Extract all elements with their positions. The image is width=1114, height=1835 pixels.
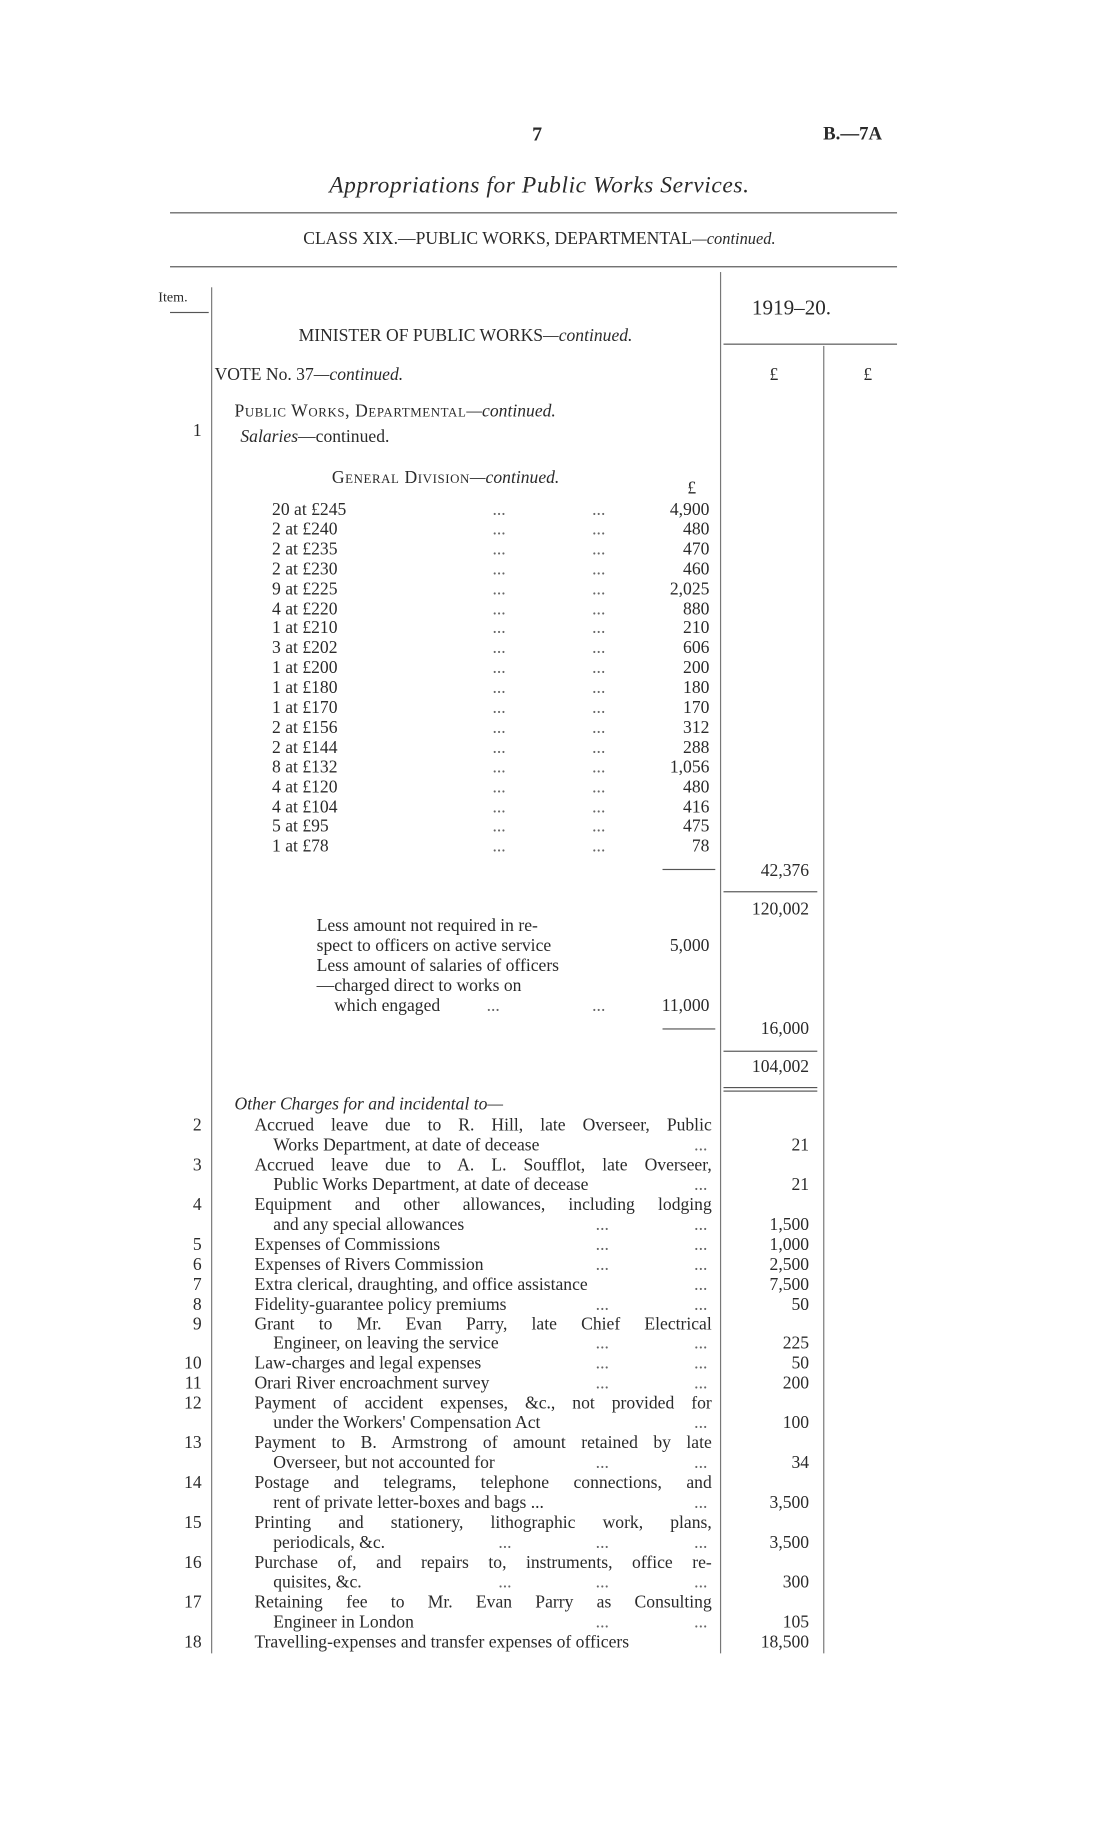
leader-dots: ... <box>492 817 506 837</box>
leader-dots: ... <box>592 500 606 520</box>
charge-line: Postage and telegrams, telephone connections, and <box>254 1474 712 1493</box>
column-rule <box>823 346 824 1653</box>
leader-dots: ... <box>694 1275 708 1295</box>
charge-line: Accrued leave due to A. L. Soufflot, late Overseer, <box>254 1156 712 1175</box>
leader-dots: ... <box>595 1255 609 1275</box>
charge-line: Expenses of Commissions <box>254 1235 441 1255</box>
leader-dots: ... <box>694 1334 708 1354</box>
currency-col1: £ <box>769 365 779 385</box>
salary-amount: 170 <box>683 698 710 718</box>
leader-dots: ... <box>592 659 606 678</box>
leader-dots: ... <box>492 540 506 560</box>
charge-line: Fidelity-guarantee policy premiums <box>254 1295 507 1314</box>
salaries-net: 104,002 <box>751 1057 810 1077</box>
charge-amount: 1,500 <box>769 1215 810 1235</box>
leader-dots: ... <box>694 1454 708 1473</box>
leader-dots: ... <box>592 996 606 1016</box>
charge-amount: 105 <box>782 1613 810 1632</box>
leader-dots: ... <box>595 1454 609 1473</box>
leader-dots: ... <box>694 1354 708 1374</box>
charge-line: Payment to B. Armstrong of amount retained by late <box>254 1434 712 1454</box>
leader-dots: ... <box>595 1354 609 1374</box>
salary-rate: 20 at £245 <box>272 500 347 520</box>
subdivision-heading <box>235 402 556 422</box>
year-header: 1919–20. <box>751 295 832 319</box>
salary-amount: 460 <box>683 560 710 579</box>
salaries-text: Salaries <box>240 427 299 447</box>
leader-dots: ... <box>595 1374 609 1394</box>
leader-dots: ... <box>492 718 506 738</box>
leader-dots: ... <box>492 778 506 797</box>
leader-dots: ... <box>592 599 606 619</box>
leader-dots: ... <box>592 758 606 778</box>
leader-dots: ... <box>492 599 506 619</box>
deduction-line: Less amount not required in re- <box>316 916 538 936</box>
salary-rate: 4 at £104 <box>272 797 338 817</box>
salary-rate: 4 at £120 <box>272 778 338 797</box>
leader-dots: ... <box>592 797 606 817</box>
salary-rate: 4 at £220 <box>272 599 338 619</box>
salaries-heading <box>240 428 389 448</box>
leader-dots: ... <box>595 1235 609 1255</box>
salary-amount: 4,900 <box>669 500 710 520</box>
leader-dots: ... <box>492 560 506 579</box>
leader-dots: ... <box>694 1414 708 1434</box>
charge-line: Grant to Mr. Evan Parry, late Chief Electrical <box>254 1315 712 1334</box>
leader-dots: ... <box>592 540 606 560</box>
salary-amount: 880 <box>683 599 710 619</box>
item-number: 9 <box>192 1315 202 1334</box>
minister-continued: —continued. <box>543 327 633 346</box>
leader-dots: ... <box>592 778 606 797</box>
item-number: 14 <box>184 1474 202 1493</box>
leader-dots: ... <box>492 639 506 659</box>
leader-dots: ... <box>694 1255 708 1275</box>
salary-amount: 78 <box>691 837 710 857</box>
salary-rate: 1 at £170 <box>272 698 338 718</box>
salary-rate: 2 at £156 <box>272 718 338 738</box>
charge-line: periodicals, &c. <box>273 1533 386 1553</box>
leader-dots: ... <box>694 1175 708 1195</box>
division-heading <box>332 469 559 489</box>
salary-amount: 480 <box>683 520 710 540</box>
salary-amount: 480 <box>683 778 710 797</box>
charge-line: Public Works Department, at date of decease <box>273 1175 589 1195</box>
other-charges-heading: Other Charges for and incidental to— <box>234 1095 504 1114</box>
leader-dots: ... <box>694 1533 708 1553</box>
item-number: 12 <box>184 1394 202 1414</box>
charge-amount: 21 <box>791 1175 810 1195</box>
leader-dots: ... <box>694 1235 708 1255</box>
salary-rate: 2 at £144 <box>272 738 338 758</box>
leader-dots: ... <box>492 797 506 817</box>
divider <box>170 312 209 313</box>
item-number: 17 <box>184 1593 202 1613</box>
salaries-gross: 120,002 <box>751 900 810 920</box>
item-column-header: Item. <box>158 288 188 305</box>
leader-dots: ... <box>592 837 606 857</box>
salary-amount: 1,056 <box>669 758 710 778</box>
leader-dots: ... <box>694 1136 708 1155</box>
item-number: 13 <box>184 1434 202 1454</box>
leader-dots: ... <box>486 996 500 1016</box>
item-number: 18 <box>184 1633 202 1652</box>
deduction-line: Less amount of salaries of officers <box>316 956 560 976</box>
deduction-line: spect to officers on active service <box>316 936 552 956</box>
salary-amount: 288 <box>683 738 710 758</box>
charge-line: Equipment and other allowances, including lodging <box>254 1195 712 1215</box>
charge-line: Extra clerical, draughting, and office assistance <box>254 1275 588 1295</box>
charge-amount: 225 <box>782 1334 810 1354</box>
divider <box>170 266 897 267</box>
deduction-line: —charged direct to works on <box>316 976 522 996</box>
charge-amount: 50 <box>791 1354 810 1374</box>
charge-amount: 2,500 <box>769 1255 810 1275</box>
subdivision-continued: —continued. <box>466 402 556 421</box>
charge-line: Expenses of Rivers Commission <box>254 1255 484 1275</box>
leader-dots: ... <box>592 698 606 718</box>
leader-dots: ... <box>694 1613 708 1632</box>
salary-rate: 2 at £240 <box>272 520 338 540</box>
charge-line: Purchase of, and repairs to, instruments, office re- <box>254 1553 712 1573</box>
leader-dots: ... <box>492 619 506 639</box>
item-number: 4 <box>192 1195 202 1215</box>
leader-dots: ... <box>592 738 606 758</box>
charge-line: Printing and stationery, lithographic work, plans, <box>254 1513 712 1533</box>
deduction-total: 16,000 <box>760 1020 810 1039</box>
document-reference: B.—7A <box>823 124 883 145</box>
leader-dots: ... <box>694 1493 708 1513</box>
minister-text: MINISTER OF PUBLIC WORKS <box>298 327 544 346</box>
salary-rate: 2 at £230 <box>272 560 338 579</box>
currency-col2: £ <box>863 365 873 385</box>
leader-dots: ... <box>694 1215 708 1235</box>
item-number: 11 <box>184 1374 202 1394</box>
leader-dots: ... <box>492 520 506 540</box>
salary-rate: 1 at £180 <box>272 679 338 698</box>
leader-dots: ... <box>595 1215 609 1235</box>
charge-amount: 1,000 <box>769 1235 810 1255</box>
sum-rule <box>663 869 716 870</box>
charge-line: Works Department, at date of decease <box>273 1136 540 1155</box>
charge-amount: 50 <box>791 1295 810 1314</box>
leader-dots: ... <box>592 679 606 698</box>
leader-dots: ... <box>592 579 606 599</box>
salary-amount: 180 <box>683 679 710 698</box>
leader-dots: ... <box>694 1295 708 1314</box>
charge-line: Retaining fee to Mr. Evan Parry as Consulting <box>254 1593 712 1613</box>
salary-rate: 1 at £200 <box>272 659 338 678</box>
item-number: 10 <box>184 1354 202 1374</box>
item-number: 5 <box>192 1235 202 1255</box>
leader-dots: ... <box>492 837 506 857</box>
item-number: 2 <box>192 1116 202 1136</box>
vote-text: VOTE No. 37 <box>214 365 314 385</box>
page-number: 7 <box>532 123 543 146</box>
leader-dots: ... <box>595 1295 609 1314</box>
class-heading <box>303 230 775 250</box>
salary-amount: 470 <box>683 540 710 560</box>
subdivision-text: Public Works, Departmental <box>234 402 467 421</box>
salary-amount: 200 <box>683 659 710 678</box>
leader-dots: ... <box>595 1533 609 1553</box>
double-rule <box>723 1091 817 1092</box>
leader-dots: ... <box>694 1374 708 1394</box>
class-heading-text: CLASS XIX.—PUBLIC WORKS, DEPARTMENTAL <box>303 229 693 249</box>
salary-rate: 1 at £78 <box>272 837 329 857</box>
charge-line: Overseer, but not accounted for <box>273 1454 495 1473</box>
leader-dots: ... <box>492 500 506 520</box>
leader-dots: ... <box>595 1573 609 1593</box>
salary-amount: 606 <box>683 639 710 659</box>
leader-dots: ... <box>498 1533 512 1553</box>
leader-dots: ... <box>592 619 606 639</box>
salary-amount: 475 <box>683 817 710 837</box>
leader-dots: ... <box>492 698 506 718</box>
salary-rate: 2 at £235 <box>272 540 338 560</box>
item-number: 1 <box>192 422 202 441</box>
salaries-continued: —continued. <box>298 427 390 447</box>
leader-dots: ... <box>492 738 506 758</box>
charge-line: Accrued leave due to R. Hill, late Overseer, Public <box>254 1116 712 1136</box>
salary-amount: 312 <box>683 718 710 738</box>
leader-dots: ... <box>595 1334 609 1354</box>
column-rule <box>720 272 721 1653</box>
salary-rate: 5 at £95 <box>272 817 329 837</box>
leader-dots: ... <box>592 718 606 738</box>
item-number: 3 <box>192 1156 202 1175</box>
division-text: General Division <box>331 469 470 488</box>
item-number: 7 <box>192 1275 202 1295</box>
charge-line: rent of private letter-boxes and bags ... <box>273 1493 544 1513</box>
charge-line: Travelling-expenses and transfer expenses of officers <box>254 1633 630 1652</box>
divider <box>170 212 897 213</box>
salary-rate: 1 at £210 <box>272 619 338 639</box>
leader-dots: ... <box>492 659 506 678</box>
charge-amount: 3,500 <box>769 1533 810 1553</box>
charge-line: quisites, &c. <box>273 1573 362 1593</box>
deduction-amount: 11,000 <box>661 996 710 1016</box>
salary-rate: 3 at £202 <box>272 639 338 659</box>
item-number: 16 <box>184 1553 202 1573</box>
charge-amount: 200 <box>782 1374 810 1394</box>
charge-amount: 34 <box>791 1454 810 1473</box>
sum-rule <box>663 1028 716 1029</box>
salary-rate: 8 at £132 <box>272 758 338 778</box>
division-continued: —continued. <box>469 469 560 488</box>
charge-line: Engineer, on leaving the service <box>273 1334 499 1354</box>
general-division-total: 42,376 <box>760 861 810 881</box>
salary-rate: 9 at £225 <box>272 579 338 599</box>
deduction-amount: 5,000 <box>669 936 710 956</box>
charge-amount: 100 <box>782 1414 810 1434</box>
division-currency: £ <box>687 479 697 499</box>
leader-dots: ... <box>492 579 506 599</box>
charge-line: Engineer in London <box>273 1613 414 1632</box>
charge-line: and any special allowances <box>273 1215 465 1235</box>
sum-rule <box>723 1051 817 1052</box>
divider <box>723 344 897 345</box>
deduction-line: which engaged <box>334 996 441 1016</box>
item-number: 6 <box>192 1255 202 1275</box>
leader-dots: ... <box>592 817 606 837</box>
salary-amount: 2,025 <box>669 579 710 599</box>
leader-dots: ... <box>498 1573 512 1593</box>
leader-dots: ... <box>592 520 606 540</box>
charge-line: Orari River encroachment survey <box>254 1374 490 1394</box>
charge-line: under the Workers' Compensation Act <box>273 1414 541 1434</box>
leader-dots: ... <box>592 639 606 659</box>
vote-heading <box>215 366 404 386</box>
charge-amount: 300 <box>782 1573 810 1593</box>
leader-dots: ... <box>592 560 606 579</box>
leader-dots: ... <box>492 679 506 698</box>
sum-rule <box>723 891 817 892</box>
leader-dots: ... <box>492 758 506 778</box>
charge-amount: 7,500 <box>769 1275 810 1295</box>
salary-amount: 416 <box>683 797 710 817</box>
charge-line: Payment of accident expenses, &c., not provided for <box>254 1394 712 1414</box>
charge-line: Law-charges and legal expenses <box>254 1354 482 1374</box>
salary-amount: 210 <box>683 619 710 639</box>
leader-dots: ... <box>595 1613 609 1632</box>
page-title: Appropriations for Public Works Services. <box>329 172 750 199</box>
vote-continued: —continued. <box>313 365 404 385</box>
charge-amount: 3,500 <box>769 1493 810 1513</box>
leader-dots: ... <box>694 1573 708 1593</box>
class-heading-continued: —continued. <box>692 231 776 249</box>
item-number: 8 <box>192 1295 202 1314</box>
minister-heading <box>299 327 633 347</box>
double-rule <box>723 1087 817 1088</box>
charge-amount: 18,500 <box>760 1633 810 1652</box>
item-number: 15 <box>184 1513 202 1533</box>
item-column-rule <box>211 287 212 1653</box>
charge-amount: 21 <box>791 1136 810 1155</box>
